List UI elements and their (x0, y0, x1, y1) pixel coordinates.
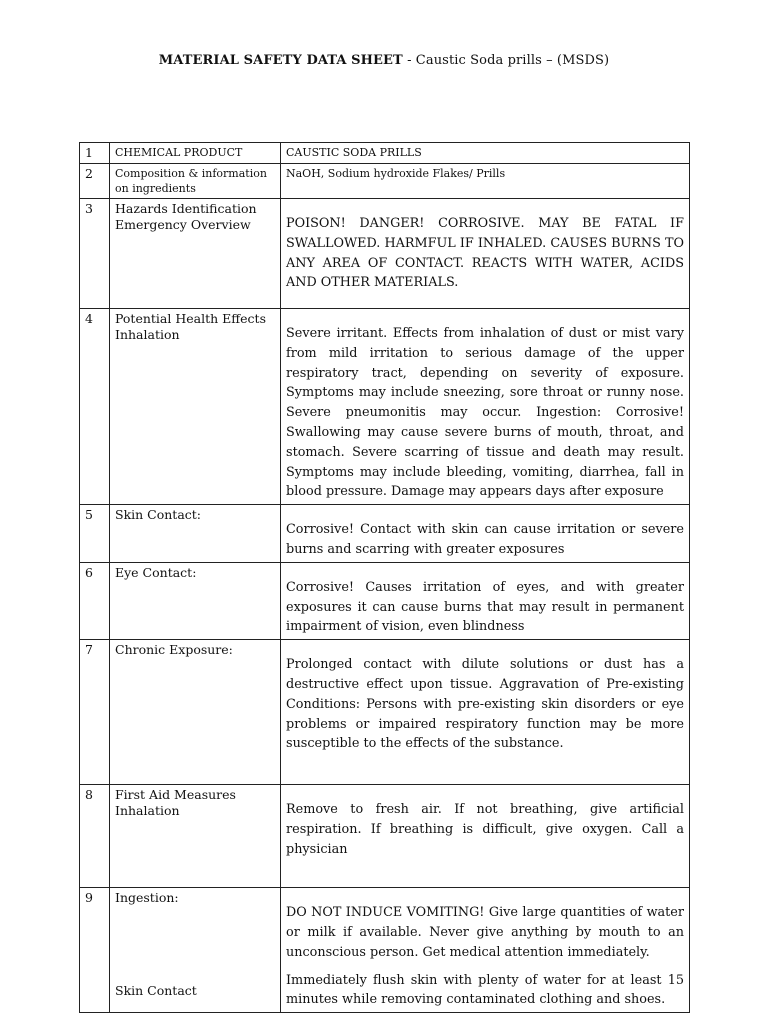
row-label-line: on ingredients (115, 182, 196, 195)
row-description-text: CAUSTIC SODA PRILLS (286, 146, 422, 159)
row-label-line: Potential Health Effects (115, 311, 266, 326)
row-label-line: First Aid Measures (115, 787, 236, 803)
row-label-line: Inhalation (115, 327, 180, 342)
row-label (110, 164, 281, 199)
row-description-text: Immediately flush skin with plenty of water for at least 15 minutes while removing contaminated clothing and shoes. (286, 972, 684, 1008)
row-description (281, 164, 690, 199)
row-number: 2 (80, 164, 110, 199)
row-number: 1 (80, 143, 110, 164)
row-label (110, 640, 281, 785)
table-row (80, 309, 690, 505)
row-description (281, 309, 690, 505)
row-description-text: Corrosive! Causes irritation of eyes, and with greater exposures it can cause burns that may result in permanent impairment of vision, even blindness (286, 579, 684, 635)
row-label-line: Ingestion: (115, 890, 179, 906)
row-label-line: Hazards Identification (115, 201, 257, 216)
row-number: 4 (80, 309, 110, 505)
row-label-line: Inhalation (115, 803, 180, 819)
row-number: 5 (80, 505, 110, 563)
row-number: 6 (80, 562, 110, 639)
row-description (281, 640, 690, 785)
row-description-text: Severe irritant. Effects from inhalation of dust or mist vary from mild irritation to serious damage of the upper respiratory tract, depending on severity of exposure. Symptoms may include sneezing, sore throat or runny nose. Severe pneumonitis may occur. Ingestion: Corrosive! Swallowing may cause severe burns of mouth, throat, and stomach. Severe scarring of tissue and death may result. Symptoms may include bleeding, vomiting, diarrhea, fall in blood pressure. Damage may appears days after exposure (286, 326, 684, 500)
row-description-text: POISON! DANGER! CORROSIVE. MAY BE FATAL IF SWALLOWED. HARMFUL IF INHALED. CAUSES BURNS TO ANY AREA OF CONTACT. REACTS WITH WATER, ACIDS AND OTHER MATERIALS. (286, 216, 684, 291)
row-label (110, 888, 281, 1013)
row-label-line: Chronic Exposure: (115, 642, 233, 658)
msds-table (79, 142, 690, 1013)
table-row (80, 785, 690, 888)
title-bold: MATERIAL SAFETY DATA SHEET (158, 53, 403, 68)
row-description-text: NaOH, Sodium hydroxide Flakes/ Prills (286, 167, 506, 180)
table-row (80, 562, 690, 639)
row-label-line: Skin Contact: (115, 507, 202, 523)
table-row (80, 505, 690, 563)
table-row (80, 640, 690, 785)
row-label (110, 785, 281, 888)
row-description (281, 562, 690, 639)
row-label (110, 143, 281, 164)
row-label-line: Composition & information (115, 167, 267, 180)
row-number: 9 (80, 888, 110, 1013)
row-description (281, 505, 690, 563)
row-label-line: Skin Contact (115, 983, 197, 999)
row-label-line: CHEMICAL PRODUCT (115, 146, 243, 159)
row-label (110, 562, 281, 639)
table-row (80, 143, 690, 164)
row-description (281, 785, 690, 888)
row-description (281, 199, 690, 309)
row-label-line: Eye Contact: (115, 564, 197, 580)
row-number: 3 (80, 199, 110, 309)
table-row (80, 164, 690, 199)
title-rest: - Caustic Soda prills – (MSDS) (402, 53, 610, 68)
row-description-text: Remove to fresh air. If not breathing, give artificial respiration. If breathing is difficult, give oxygen. Call a physician (286, 802, 684, 857)
table-row (80, 199, 690, 309)
row-description-text: Corrosive! Contact with skin can cause irritation or severe burns and scarring with greater exposures (286, 522, 684, 557)
row-number: 8 (80, 785, 110, 888)
row-description (281, 888, 690, 1013)
row-number: 7 (80, 640, 110, 785)
document-title (0, 53, 768, 68)
row-description-text: Prolonged contact with dilute solutions or dust has a destructive effect upon tissue. Aggravation of Pre-existing Conditions: Persons with pre-existing skin disorders or eye problems or impaired respiratory function may be more susceptible to the effects of the substance. (286, 657, 684, 752)
row-label-line: Emergency Overview (115, 217, 251, 232)
row-label (110, 199, 281, 309)
row-description (281, 143, 690, 164)
row-label (110, 505, 281, 563)
row-description-text: DO NOT INDUCE VOMITING! Give large quantities of water or milk if available. Never give anything by mouth to an unconscious person. Get medical attention immediately. (286, 905, 684, 960)
row-label (110, 309, 281, 505)
table-row (80, 888, 690, 1013)
